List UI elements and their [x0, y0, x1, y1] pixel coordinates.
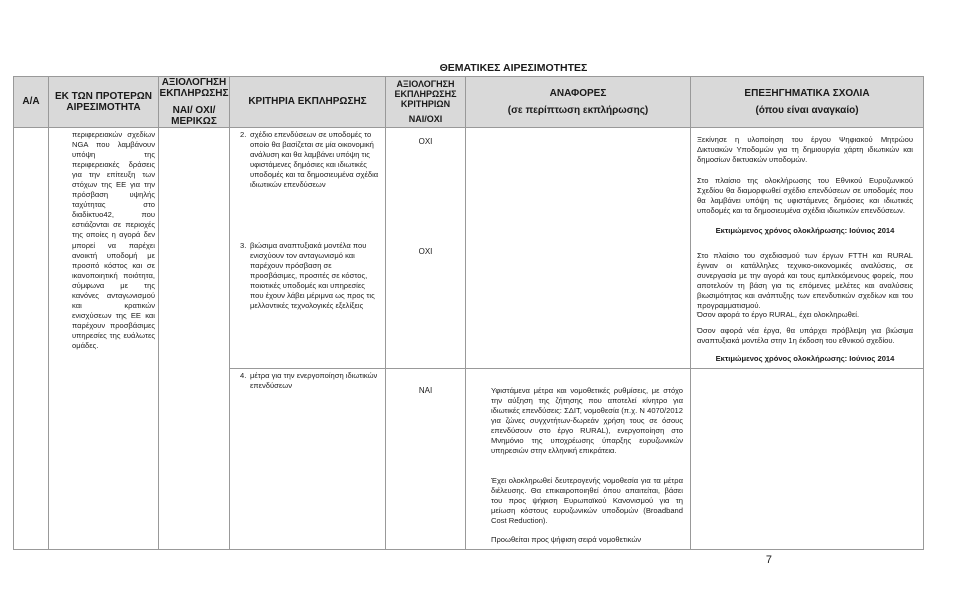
col-header-evaluation-title: ΑΞΙΟΛΟΓΗΣΗ ΕΚΠΛΗΡΩΣΗΣ: [159, 76, 229, 99]
criteria-evaluation-cell: [386, 127, 466, 368]
col-header-evaluation: [159, 76, 230, 127]
criterion-3-number: 3.: [240, 240, 247, 250]
criteria-cell: [230, 127, 386, 368]
criterion-4-notes-cell: [691, 368, 924, 549]
reference-4-3: Προωθείται προς ψήφιση σειρά νομοθετικών: [491, 534, 642, 544]
col-header-references-sub: (σε περίπτωση εκπλήρωσης): [507, 104, 649, 116]
criterion-3-text: βιώσιμα αναπτυξιακά μοντέλα που ενισχύουν τον ανταγωνισμό και παρέχουν πρόσβαση σε προσβάσιμες, προσιτές σε κόστος, ποιοτικές υποδομές και υπηρεσίες που έχουν λάβει μέριμνα ως προς τις μελλοντικές τεχνολογικές εξελίξεις: [250, 240, 375, 311]
page-number: 7: [765, 554, 772, 566]
evaluation-cell: [159, 127, 230, 549]
references-cell: [466, 127, 691, 368]
reference-4-2: Έχει ολοκληρωθεί δευτερογενής νομοθεσία για τα μέτρα διέλευσης. Θα επικαιροποιηθεί όπου απαιτείται, βάσει του προς ψήφιση Ευρωπαϊκού Κανονισμού για τη μείωση κόστους ευρυζωνικών υποδομών (Broadband Cost Reduction).: [491, 475, 683, 525]
criterion-3-eval: ΟΧΙ: [418, 246, 433, 256]
criterion-4-eval: ΝΑΙ: [418, 385, 433, 395]
precondition-text: περιφερειακών σχεδίων NGA που λαμβάνουν υπόψη της περιφερειακές δράσεις για την επίτευξη των στόχων της ΕΕ για την πρόσβαση υψηλής ταχύτητας στο διαδίκτυο42, που εστιάζονται σε περιοχές της οποίες η αγορά δεν μπορεί να παρέχει ανοικτή υποδομή με προσιτό κόστος και σε ικανοποιητική ποιότητα, σύμφωνα με της κανόνες ανταγωνισμού και κρατικών ενισχύσεων της ΕΕ και παρέχουν προσβάσιμες υπηρεσίες της ευάλωτες ομάδες.: [72, 129, 155, 351]
aa-cell: [14, 127, 49, 549]
table-row-main: [14, 127, 924, 368]
notes-cell: [691, 127, 924, 368]
criterion-4-text: μέτρα για την ενεργοποίηση ιδιωτικών επενδύσεων: [250, 370, 378, 390]
note-3-2: Όσον αφορά το έργο RURAL, έχει ολοκληρωθεί.: [697, 309, 860, 319]
reference-4-1: Υφιστάμενα μέτρα και νομοθετικές ρυθμίσεις, με στόχο την αύξηση της ζήτησης που αποτελεί κίνητρο για ιδιωτικές επενδύσεις: ΣΔΙΤ, νομοθεσία (π.χ. Ν 4070/2012 για ζώνες συγχντήτων-δωρεάν χρήση τους σε όσους επενδύσουν στο έργο RURAL), ενεργοποίηση στο Μνημόνιο της υποχρέωσης ύπαρξης ευρυζωνικών υπηρεσιών στην ελληνική επικράτεια.: [491, 385, 683, 456]
col-header-criteria-evaluation-sub: ΝΑΙ/ΟΧΙ: [408, 114, 443, 124]
criterion-2-number: 2.: [240, 129, 247, 139]
col-header-aa: Α/Α: [14, 76, 49, 127]
conditionalities-table: [13, 60, 924, 550]
deadline-2: Εκτιμώμενος χρόνος ολοκλήρωσης: Ιούνιος 2014: [715, 225, 895, 235]
col-header-references-title: ΑΝΑΦΟΡΕΣ: [549, 87, 607, 99]
criterion-4-cell: [230, 368, 386, 549]
col-header-evaluation-sub: ΝΑΙ/ ΟΧΙ/ ΜΕΡΙΚΩΣ: [171, 104, 217, 127]
col-header-references: [466, 76, 691, 127]
group-title: ΘΕΜΑΤΙΚΕΣ ΑΙΡΕΣΙΜΟΤΗΤΕΣ: [439, 61, 588, 74]
note-3-1: Στο πλαίσιο του σχεδιασμού των έργων FTTH και RURAL έγιναν οι κατάλληλες τεχνικο-οικονομικές αναλύσεις, σε συνεργασία με την αγορά και τους εμπλεκόμενους φορείς, που αποτελούν τη βάση για τις επόμενες μελέτες και αναλύσεις βιωσιμότητας και ανάπτυξης των επενδυτικών σχεδίων και του προγραμματισμού.: [697, 250, 913, 310]
note-3-3: Όσον αφορά νέα έργα, θα υπάρχει πρόβλεψη για βιώσιμα αναπτυξιακά μοντέλα στην 1η έκδοση του εθνικού σχεδίου.: [697, 325, 913, 345]
note-2-1: Ξεκίνησε η υλοποίηση του έργου Ψηφιακού Μητρώου Δικτυακών Υποδομών για τη δημιουργία χάρτη ιδιωτικών και δημοσίων δικτυακών υποδομών.: [697, 134, 913, 164]
note-2-2: Στο πλαίσιο της ολοκλήρωσης του Εθνικού Ευρυζωνικού Σχεδίου θα διαμορφωθεί σχέδιο επενδύσεων σε υποδομές που θα λαμβάνει υπόψη τις υφιστάμενες δημόσιες και ιδιωτικές υποδομές και τα δημοσιευμένα σχέδια ιδιωτικών επενδύσεων.: [697, 175, 913, 215]
precondition-cell: [49, 127, 159, 549]
deadline-3: Εκτιμώμενος χρόνος ολοκλήρωσης: Ιούνιος 2014: [715, 353, 895, 363]
col-header-criteria-evaluation: [386, 76, 466, 127]
criterion-4-eval-cell: [386, 368, 466, 549]
col-header-notes-sub: (όπου είναι αναγκαίο): [755, 104, 859, 116]
criterion-4-references-cell: [466, 368, 691, 549]
criterion-4-number: 4.: [240, 370, 247, 380]
col-header-precondition: ΕΚ ΤΩΝ ΠΡΟΤΕΡΩΝ ΑΙΡΕΣΙΜΟΤΗΤΑ: [49, 76, 159, 127]
col-header-criteria: ΚΡΙΤΗΡΙΑ ΕΚΠΛΗΡΩΣΗΣ: [230, 76, 386, 127]
col-header-criteria-evaluation-title: ΑΞΙΟΛΟΓΗΣΗ ΕΚΠΛΗΡΩΣΗΣ ΚΡΙΤΗΡΙΩΝ: [394, 79, 457, 109]
criterion-2-eval: ΟΧΙ: [418, 136, 433, 146]
col-header-notes-title: ΕΠΕΞΗΓΗΜΑΤΙΚΑ ΣΧΟΛΙΑ: [744, 87, 870, 99]
criterion-2-text: σχέδιο επενδύσεων σε υποδομές το οποίο θα βασίζεται σε μία οικονομική ανάλυση και θα λαμβάνει υπόψη τις υφιστάμενες δημόσιες και ιδιωτικές υποδομές και τα δημοσιευμένα σχέδια ιδιωτικών επενδύσεων: [250, 129, 379, 189]
col-header-notes: [691, 76, 924, 127]
